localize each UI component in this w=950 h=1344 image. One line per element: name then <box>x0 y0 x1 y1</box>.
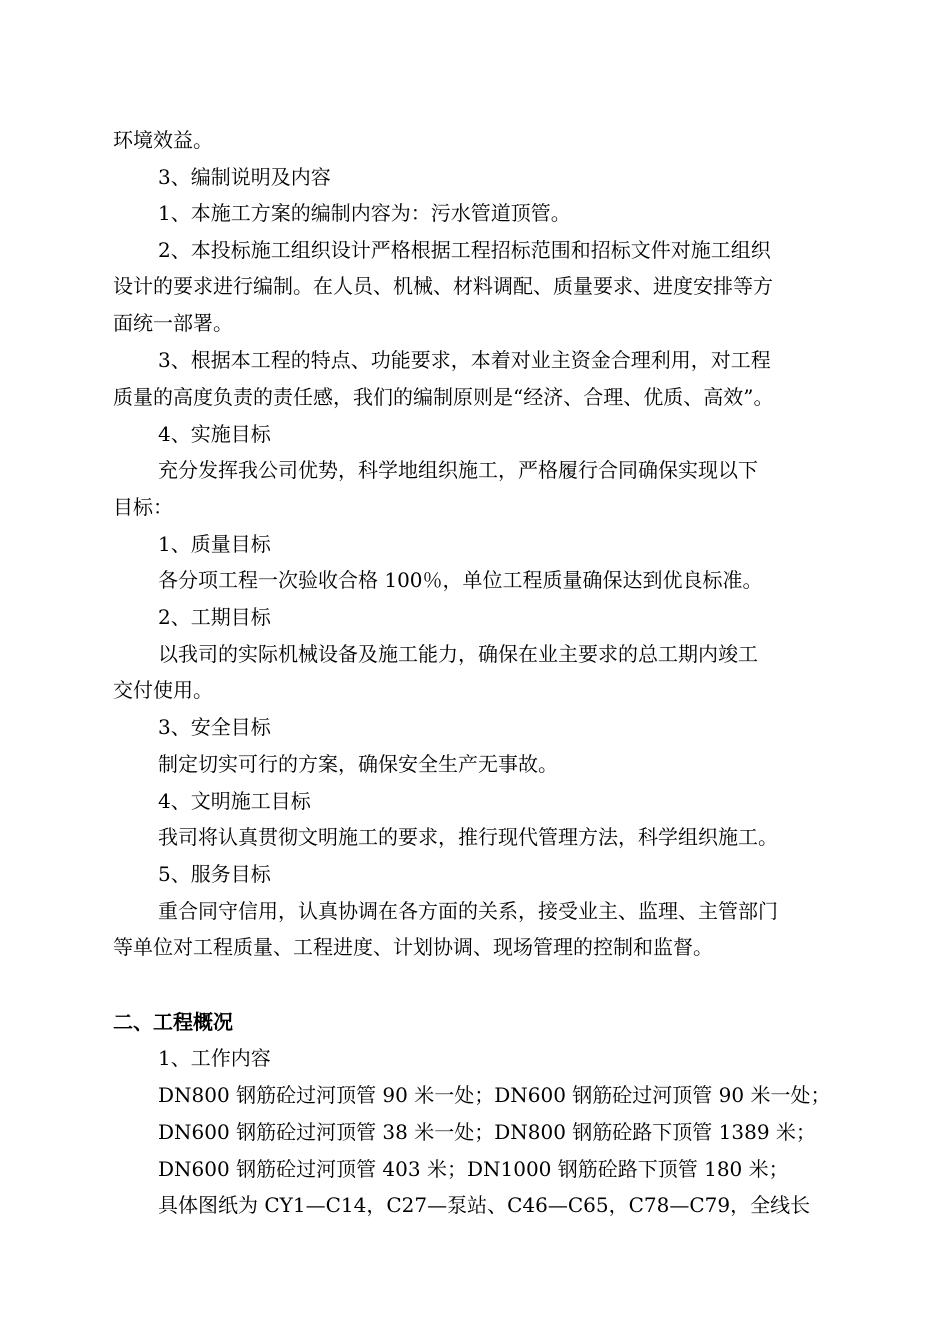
section-subheading: 4、实施目标 <box>158 422 271 446</box>
paragraph-line: 设计的要求进行编制。在人员、机械、材料调配、质量要求、进度安排等方 <box>113 274 773 298</box>
chapter-heading: 二、工程概况 <box>113 1010 233 1034</box>
section-subheading: 5、服务目标 <box>158 862 271 886</box>
paragraph-line: DN600 钢筋砼过河顶管 403 米；DN1000 钢筋砼路下顶管 180 米； <box>158 1157 789 1181</box>
paragraph-line: 面统一部署。 <box>113 311 233 335</box>
paragraph-line: DN600 钢筋砼过河顶管 38 米一处；DN800 钢筋砼路下顶管 1389 米； <box>158 1120 816 1144</box>
paragraph-line: 重合同守信用，认真协调在各方面的关系，接受业主、监理、主管部门 <box>158 899 778 923</box>
paragraph-line: 具体图纸为 CY1—C14，C27—泵站、C46—C65，C78—C79，全线长 <box>158 1193 811 1217</box>
section-subheading: 3、编制说明及内容 <box>158 165 331 189</box>
paragraph-line: 1、本施工方案的编制内容为：污水管道顶管。 <box>158 201 571 225</box>
section-subheading: 1、工作内容 <box>158 1046 271 1070</box>
section-subheading: 2、工期目标 <box>158 605 271 629</box>
paragraph-line: DN800 钢筋砼过河顶管 90 米一处；DN600 钢筋砼过河顶管 90 米一处； <box>158 1083 831 1107</box>
paragraph-line: 以我司的实际机械设备及施工能力，确保在业主要求的总工期内竣工 <box>158 642 758 666</box>
paragraph-line: 充分发挥我公司优势，科学地组织施工，严格履行合同确保实现以下 <box>158 458 758 482</box>
paragraph-line: 制定切实可行的方案，确保安全生产无事故。 <box>158 752 558 776</box>
paragraph-line: 我司将认真贯彻文明施工的要求，推行现代管理方法，科学组织施工。 <box>158 825 778 849</box>
paragraph-line: 目标： <box>113 495 173 519</box>
paragraph-line: 质量的高度负责的责任感，我们的编制原则是“经济、合理、优质、高效”。 <box>113 385 774 409</box>
paragraph-line: 2、本投标施工组织设计严格根据工程招标范围和招标文件对施工组织 <box>158 238 771 262</box>
paragraph-line: 等单位对工程质量、工程进度、计划协调、现场管理的控制和监督。 <box>113 935 713 959</box>
section-subheading: 3、安全目标 <box>158 715 271 739</box>
paragraph-line: 交付使用。 <box>113 678 213 702</box>
section-subheading: 4、文明施工目标 <box>158 789 311 813</box>
paragraph-line: 3、根据本工程的特点、功能要求，本着对业主资金合理利用，对工程 <box>158 348 771 372</box>
section-subheading: 1、质量目标 <box>158 532 271 556</box>
paragraph-line: 环境效益。 <box>113 128 213 152</box>
paragraph-line: 各分项工程一次验收合格 100％，单位工程质量确保达到优良标准。 <box>158 568 763 592</box>
